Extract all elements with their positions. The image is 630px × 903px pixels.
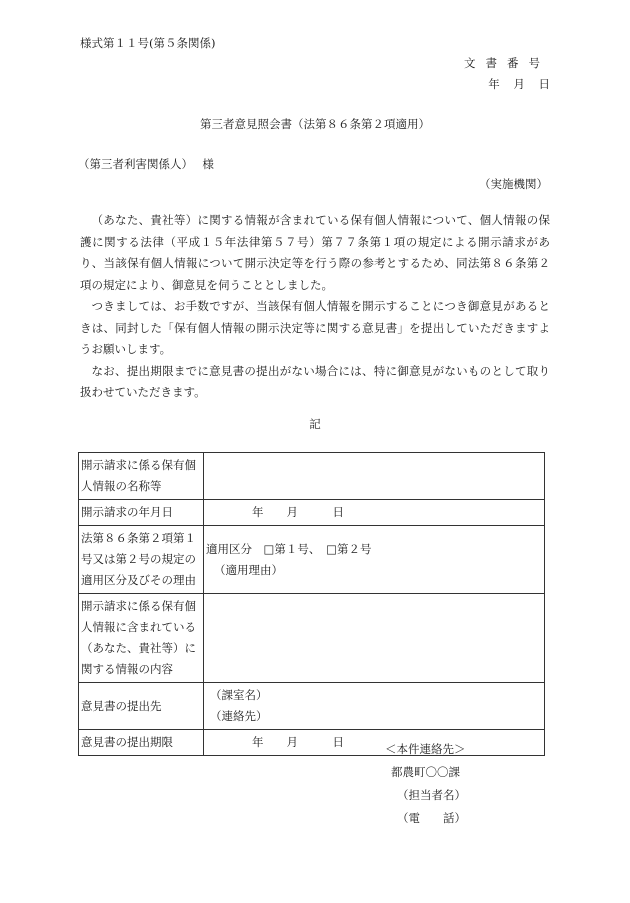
contact-heading: ＜本件連絡先＞ <box>385 742 466 756</box>
table-row <box>79 683 545 730</box>
row-value-document-name <box>204 453 545 500</box>
table-row <box>79 526 545 594</box>
row-label-applicable-category: 法第８６条第２項第１号又は第２号の規定の適用区分及びその理由 <box>79 526 204 594</box>
row-label-submission-deadline: 意見書の提出期限 <box>79 730 204 756</box>
row-label-information-content: 開示請求に係る保有個人情報に含まれている（あなた、貴社等）に関する情報の内容 <box>79 594 204 683</box>
row-value-submission-destination <box>204 683 545 730</box>
row-value-submission-deadline: 年 月 日 <box>204 730 545 756</box>
contact-block <box>385 738 466 830</box>
row-value-applicable-category <box>204 526 545 594</box>
applicable-category-options: 適用区分 □第１号、 □第２号 <box>206 541 372 556</box>
applicable-reason-label: （適用理由） <box>214 562 283 577</box>
row-value-information-content <box>204 594 545 683</box>
row-value-request-date: 年 月 日 <box>204 500 545 526</box>
table-row <box>79 500 545 526</box>
addressee: （第三者利害関係人） 様 <box>78 157 214 171</box>
table-row <box>79 730 545 756</box>
body-text <box>80 210 550 404</box>
document-date: 年 月 日 <box>488 77 550 91</box>
contact-phone: （電 話） <box>397 811 466 825</box>
body-paragraph-1: （あなた、貴社等）に関する情報が含まれている保有個人情報について、個人情報の保護に関する法律（平成１５年法律第５７号）第７７条第１項の規定による開示請求があり、当該保有個人情報について開示決定等を行う際の参考とするため、同法第８６条第２項の規定により、御意見を伺うこととしました。 <box>80 213 550 292</box>
row-label-request-date: 開示請求の年月日 <box>79 500 204 526</box>
body-paragraph-2: つきましては、お手数ですが、当該保有個人情報を開示することにつき御意見があるときは、同封した「保有個人情報の開示決定等に関する意見書」を提出していただきますようお願いします。 <box>80 299 550 356</box>
row-label-document-name: 開示請求に係る保有個人情報の名称等 <box>79 453 204 500</box>
form-number: 様式第１１号(第５条関係) <box>80 36 216 50</box>
info-table <box>78 452 545 756</box>
table-row <box>79 453 545 500</box>
row-label-submission-destination: 意見書の提出先 <box>79 683 204 730</box>
contact-label: （連絡先） <box>210 709 268 723</box>
contact-department: 都農町〇〇課 <box>391 765 460 779</box>
table-row <box>79 594 545 683</box>
contact-person: （担当者名） <box>397 788 466 802</box>
section-name-label: （課室名） <box>210 688 268 702</box>
body-paragraph-3: なお、提出期限までに意見書の提出がない場合には、特に御意見がないものとして取り扱わせていただきます。 <box>80 363 550 399</box>
implementing-agency: （実施機関） <box>479 177 548 191</box>
document-title: 第三者意見照会書（法第８６条第２項適用） <box>200 117 430 131</box>
document-number: 文書番号 <box>464 56 550 70</box>
ki-heading: 記 <box>309 417 321 431</box>
